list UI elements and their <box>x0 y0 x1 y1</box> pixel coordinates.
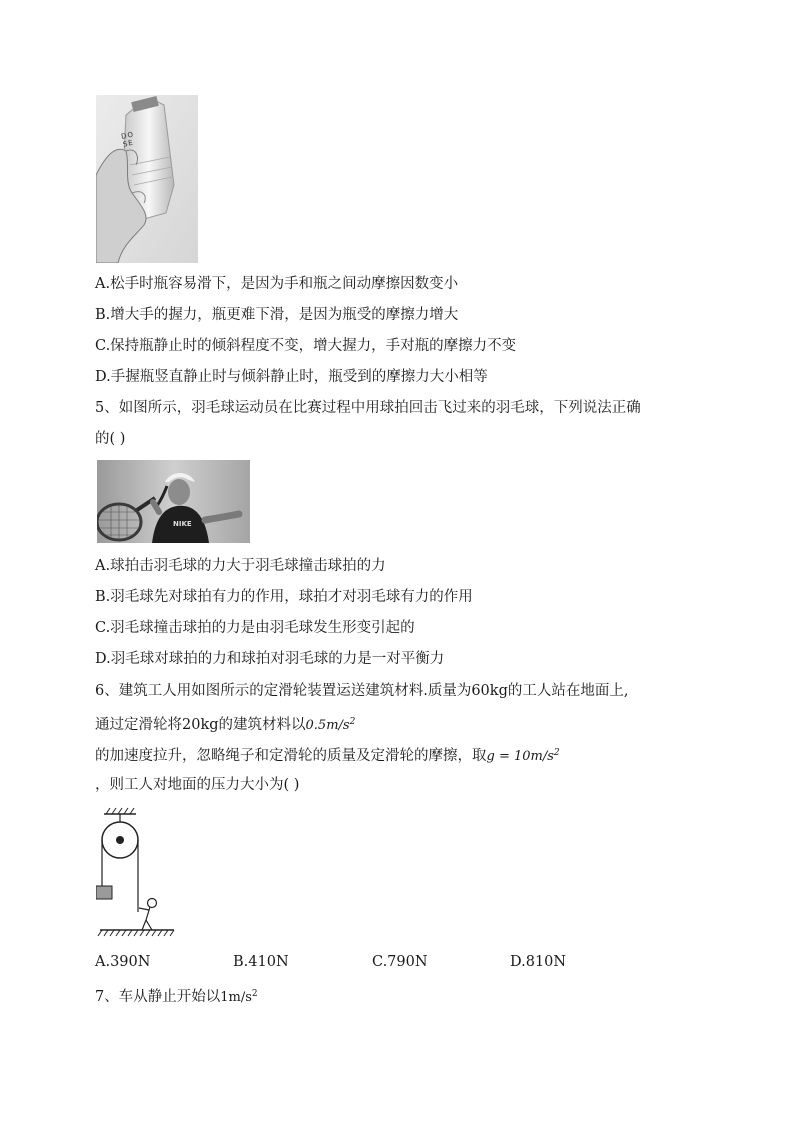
q5-option-b: B.羽毛球先对球拍有力的作用，球拍才对羽毛球有力的作用 <box>95 589 473 605</box>
q4-option-a: A.松手时瓶容易滑下，是因为手和瓶之间动摩擦因数变小 <box>95 276 459 292</box>
q5-option-d: D.羽毛球对球拍的力和球拍对羽毛球的力是一对平衡力 <box>95 651 445 667</box>
q6-option-a: A.390N <box>95 954 151 970</box>
tennis-player-photo <box>97 460 250 543</box>
q5-option-c: C.羽毛球撞击球拍的力是由羽毛球发生形变引起的 <box>95 620 415 636</box>
q5-stem-line1: 5、如图所示，羽毛球运动员在比赛过程中用球拍回击飞过来的羽毛球，下列说法正确 <box>95 400 641 416</box>
q6-stem-line3-text: 的加速度拉升，忽略绳子和定滑轮的质量及定滑轮的摩擦，取 <box>95 748 487 764</box>
pulley-diagram <box>96 806 178 942</box>
q6-option-c: C.790N <box>372 954 428 970</box>
bottle-logo: DOSE <box>120 130 135 149</box>
q7-stem-text: 7、车从静止开始以 <box>95 989 221 1005</box>
q6-stem-line3 <box>95 743 560 767</box>
q5-option-a: A.球拍击羽毛球的力大于羽毛球撞击球拍的力 <box>95 558 386 574</box>
q6-acceleration: $0.5m/s^2$ <box>305 717 356 733</box>
q4-option-c: C.保持瓶静止时的倾斜程度不变，增大握力，手对瓶的摩擦力不变 <box>95 338 517 354</box>
bottle-photo <box>96 95 198 263</box>
q6-stem-line1: 6、建筑工人用如图所示的定滑轮装置运送建筑材料.质量为60kg的工人站在地面上, <box>95 683 629 699</box>
q6-option-b: B.410N <box>233 954 289 970</box>
q5-stem-line2: 的( ) <box>95 431 126 447</box>
q6-gravity-value: $g = 10m/s^2$ <box>486 748 560 764</box>
q6-stem-line4: ，则工人对地面的压力大小为( ) <box>95 777 300 793</box>
q4-option-d: D.手握瓶竖直静止时与倾斜静止时，瓶受到的摩擦力大小相等 <box>95 369 488 385</box>
q4-option-b: B.增大手的握力，瓶更难下滑，是因为瓶受的摩擦力增大 <box>95 307 459 323</box>
q6-stem-line2-text: 通过定滑轮将20kg的建筑材料以 <box>95 717 306 733</box>
q6-option-d: D.810N <box>510 954 567 970</box>
q7-acceleration: $1m/s^2$ <box>220 989 258 1005</box>
q7-stem <box>95 984 258 1008</box>
svg-text:NIKE: NIKE <box>173 520 192 528</box>
q6-stem-line2 <box>95 712 355 736</box>
